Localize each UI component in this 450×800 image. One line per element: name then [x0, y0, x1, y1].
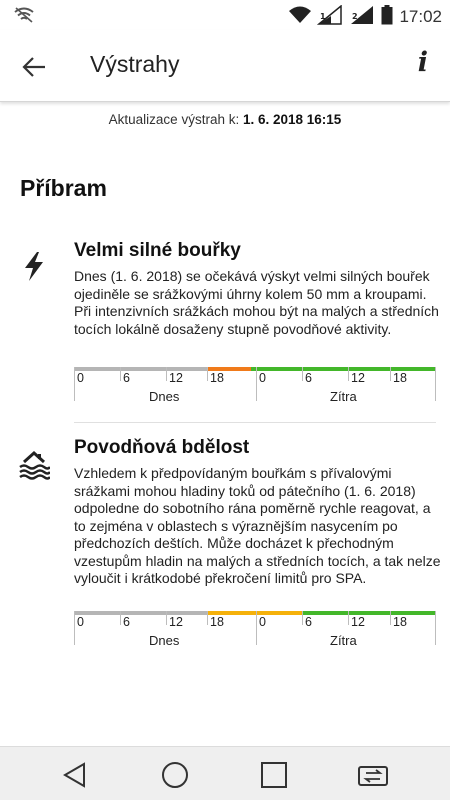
- timeline-segment: [302, 611, 436, 615]
- back-button[interactable]: [20, 52, 50, 82]
- page-title: Výstrahy: [90, 51, 180, 77]
- lightning-icon: [18, 250, 50, 282]
- wifi-off-icon: [14, 7, 34, 27]
- timeline-hour-label: 18: [210, 371, 224, 385]
- status-bar: [0, 0, 450, 30]
- timeline-segment: [74, 367, 208, 371]
- warning-title: Velmi silné bouřky: [74, 240, 241, 261]
- timeline-hour-label: 0: [77, 371, 84, 385]
- timeline-hour-label: 18: [393, 615, 407, 629]
- wifi-icon: [289, 6, 311, 28]
- timeline-day-label: Zítra: [330, 633, 357, 648]
- timeline-segment: [74, 611, 208, 615]
- battery-icon: [381, 5, 393, 29]
- timeline-tick: [435, 367, 436, 401]
- update-label: Aktualizace výstrah k:: [108, 112, 240, 127]
- timeline-hour-label: 0: [77, 615, 84, 629]
- timeline-tick: [435, 611, 436, 645]
- timeline-hour-label: 0: [259, 371, 266, 385]
- timeline-hour-label: 12: [169, 615, 183, 629]
- system-nav-bar: [0, 746, 450, 800]
- svg-text:2: 2: [352, 12, 359, 21]
- timeline-day-label: Dnes: [149, 633, 180, 648]
- arrow-left-icon: [20, 52, 50, 82]
- warning-title: Povodňová bdělost: [74, 437, 250, 458]
- warning-timeline: [74, 367, 436, 413]
- warning-description: Dnes (1. 6. 2018) se očekává výskyt velmi silných bouřek ojediněle se srážkovými úhrny kolem 50 mm a kroupami. Při intenzivních srážkách mohou být na malých a středních tocích lokálně dosaženy stupně povodňové aktivity.: [74, 268, 439, 337]
- signal-icon: [317, 5, 343, 29]
- info-button[interactable]: i: [417, 47, 428, 78]
- home-circle-icon[interactable]: [159, 759, 191, 791]
- warning-timeline: [74, 611, 436, 657]
- timeline-segment: [251, 367, 436, 371]
- signal-icon: [349, 5, 375, 29]
- switch-sim-icon[interactable]: [357, 759, 389, 791]
- timeline-hour-label: 6: [123, 615, 130, 629]
- svg-text:1: 1: [320, 12, 327, 21]
- location-heading: Příbram: [20, 175, 107, 201]
- timeline-day-label: Zítra: [330, 389, 357, 404]
- timeline-hour-label: 6: [305, 615, 312, 629]
- timeline-day-label: Dnes: [149, 389, 180, 404]
- flood-house-icon: [18, 448, 50, 480]
- recents-square-icon[interactable]: [258, 759, 290, 791]
- warning-description: Vzhledem k předpovídaným bouřkám s přívalovými srážkami mohou hladiny toků od pátečního (1. 6. 2018) odpoledne do sobotního rána poměrně rychle reagovat, a to zejména v oblastech s výraznějším nasycením po předchozích deštích. Může docházet k přechodným vzestupům hladin na malých a středních tocích, a tak nelze vyloučit i krátkodobé překročení limitů pro SPA.: [74, 465, 441, 586]
- status-time: 17:02: [399, 7, 442, 26]
- update-timestamp: [0, 112, 450, 127]
- timeline-hour-label: 12: [351, 371, 365, 385]
- timeline-hour-label: 18: [393, 371, 407, 385]
- divider: [74, 422, 436, 423]
- app-bar: [0, 30, 450, 102]
- timeline-hour-label: 18: [210, 615, 224, 629]
- timeline-hour-label: 6: [123, 371, 130, 385]
- timeline-hour-label: 6: [305, 371, 312, 385]
- timeline-hour-label: 12: [169, 371, 183, 385]
- timeline-hour-label: 12: [351, 615, 365, 629]
- update-datetime: 1. 6. 2018 16:15: [242, 112, 342, 127]
- timeline-hour-label: 0: [259, 615, 266, 629]
- back-triangle-icon[interactable]: [60, 759, 92, 791]
